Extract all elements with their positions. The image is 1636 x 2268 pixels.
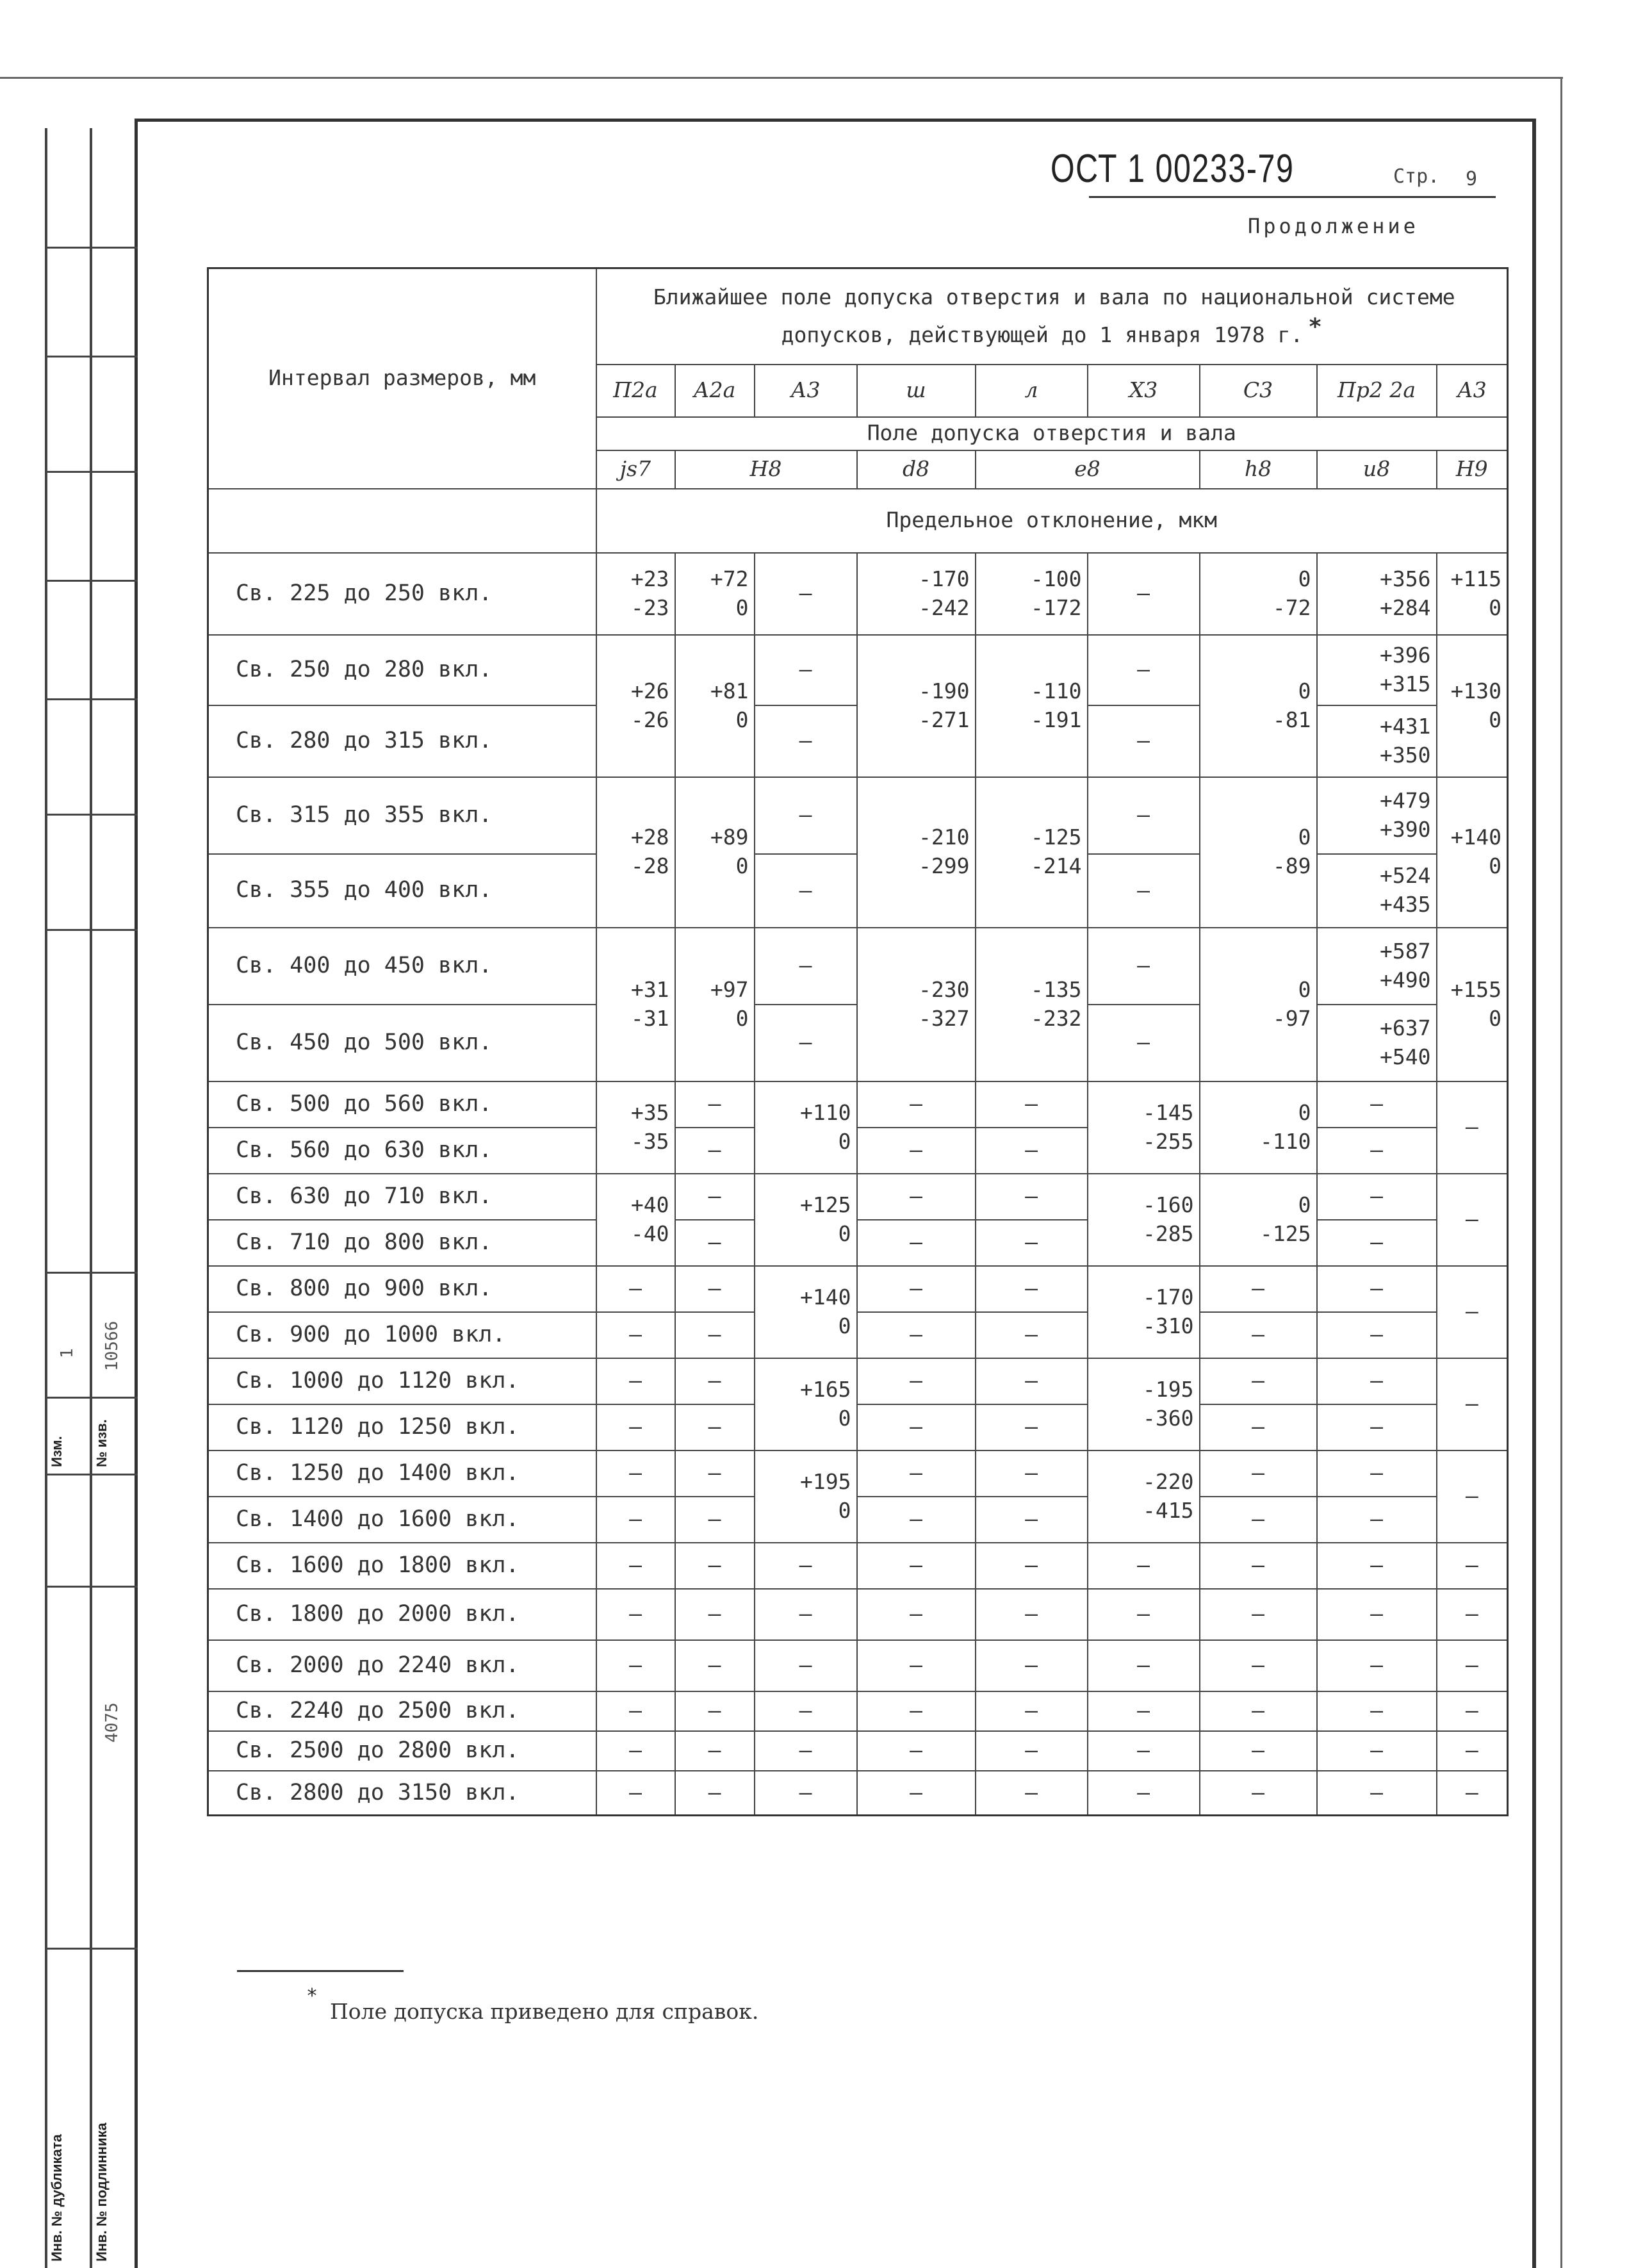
deviation-cell: -220 -415 — [1088, 1450, 1200, 1543]
deviation-cell: – — [755, 1771, 857, 1816]
side-strip-divider — [45, 1272, 138, 1274]
deviation-cell: – — [976, 1358, 1088, 1404]
deviation-cell: – — [1200, 1543, 1317, 1589]
old-field: ш — [857, 365, 976, 417]
table-row — [208, 553, 1508, 635]
side-strip-divider — [45, 929, 138, 931]
deviation-cell: -160 -285 — [1088, 1174, 1200, 1266]
table-row — [208, 1266, 1508, 1312]
table-row — [208, 1174, 1508, 1220]
deviation-cell: – — [1200, 1691, 1317, 1731]
deviation-cell: – — [976, 1404, 1088, 1450]
deviation-cell: – — [596, 1640, 675, 1691]
deviation-cell: – — [1200, 1497, 1317, 1543]
outer-frame-right — [1560, 77, 1562, 2268]
deviation-cell: – — [596, 1312, 675, 1358]
deviation-cell: – — [976, 1771, 1088, 1816]
deviation-cell: – — [976, 1081, 1088, 1128]
deviation-cell: – — [1437, 1640, 1508, 1691]
size-interval: Св. 2000 до 2240 вкл. — [208, 1640, 596, 1691]
old-field: А2а — [675, 365, 755, 417]
deviation-cell: – — [1317, 1358, 1437, 1404]
iso-field: u8 — [1317, 450, 1437, 489]
size-interval: Св. 355 до 400 вкл. — [208, 854, 596, 928]
deviation-cell: – — [857, 1450, 976, 1497]
size-interval: Св. 280 до 315 вкл. — [208, 705, 596, 777]
deviation-cell: – — [675, 1731, 755, 1771]
deviation-cell: – — [857, 1312, 976, 1358]
deviation-cell: – — [1200, 1450, 1317, 1497]
deviation-cell: +23 -23 — [596, 553, 675, 635]
deviation-cell: – — [1317, 1220, 1437, 1266]
field-group-header: Поле допуска отверстия и вала — [596, 417, 1508, 450]
deviation-cell: +125 0 — [755, 1174, 857, 1266]
footnote-rule — [237, 1970, 404, 1972]
deviation-cell: – — [675, 1691, 755, 1731]
side-strip-left-rule — [45, 128, 47, 2268]
header-rule — [1089, 196, 1496, 198]
deviation-cell: – — [857, 1497, 976, 1543]
deviation-cell: +479 +390 — [1317, 777, 1437, 854]
iso-field: e8 — [976, 450, 1200, 489]
deviation-cell: – — [755, 1005, 857, 1081]
deviation-cell: -195 -360 — [1088, 1358, 1200, 1450]
deviation-cell: – — [1088, 1640, 1200, 1691]
deviation-cell: – — [1317, 1497, 1437, 1543]
deviation-cell: -110 -191 — [976, 635, 1088, 777]
deviation-cell: – — [1200, 1640, 1317, 1691]
side-strip-divider — [45, 471, 138, 473]
deviation-cell: – — [1317, 1174, 1437, 1220]
size-interval: Св. 1600 до 1800 вкл. — [208, 1543, 596, 1589]
size-interval: Св. 1000 до 1120 вкл. — [208, 1358, 596, 1404]
table-row — [208, 1358, 1508, 1404]
deviation-cell: – — [1317, 1771, 1437, 1816]
deviation-cell: – — [857, 1358, 976, 1404]
deviation-cell: – — [1088, 553, 1200, 635]
size-interval: Св. 560 до 630 вкл. — [208, 1128, 596, 1174]
deviation-cell: +35 -35 — [596, 1081, 675, 1174]
deviation-cell: – — [1088, 1731, 1200, 1771]
deviation-cell: – — [1437, 1450, 1508, 1543]
deviation-cell: +356 +284 — [1317, 553, 1437, 635]
deviation-cell: – — [755, 928, 857, 1005]
page-label: Стр. — [1393, 165, 1440, 188]
deviation-cell: +26 -26 — [596, 635, 675, 777]
deviation-cell: +130 0 — [1437, 635, 1508, 777]
deviation-cell: – — [596, 1691, 675, 1731]
table-row — [208, 1081, 1508, 1128]
deviation-cell: +110 0 — [755, 1081, 857, 1174]
document-code: ОСТ 1 00233-79 — [1051, 147, 1295, 191]
deviation-cell: +155 0 — [1437, 928, 1508, 1081]
deviation-cell: -145 -255 — [1088, 1081, 1200, 1174]
deviation-cell: +40 -40 — [596, 1174, 675, 1266]
deviation-cell: +587 +490 — [1317, 928, 1437, 1005]
deviation-cell: – — [755, 1640, 857, 1691]
deviation-cell: – — [1317, 1589, 1437, 1640]
table-row — [208, 635, 1508, 705]
size-interval: Св. 710 до 800 вкл. — [208, 1220, 596, 1266]
deviation-cell: – — [976, 1497, 1088, 1543]
deviation-cell: – — [1200, 1312, 1317, 1358]
deviation-cell: -100 -172 — [976, 553, 1088, 635]
deviation-cell: -170 -242 — [857, 553, 976, 635]
deviation-cell: – — [675, 1640, 755, 1691]
deviation-cell: 0 -125 — [1200, 1174, 1317, 1266]
deviation-cell: +431 +350 — [1317, 705, 1437, 777]
deviation-cell: – — [1437, 1543, 1508, 1589]
deviation-cell: – — [1317, 1081, 1437, 1128]
deviation-cell: – — [1317, 1731, 1437, 1771]
deviation-cell: – — [755, 553, 857, 635]
deviation-cell: – — [976, 1174, 1088, 1220]
deviation-cell: -125 -214 — [976, 777, 1088, 928]
table-row — [208, 1589, 1508, 1640]
deviation-cell: – — [976, 1731, 1088, 1771]
deviation-cell: – — [675, 1081, 755, 1128]
side-strip-divider — [45, 1474, 138, 1475]
deviation-cell: – — [596, 1543, 675, 1589]
deviation-cell: – — [675, 1450, 755, 1497]
deviation-cell: – — [1317, 1128, 1437, 1174]
deviation-cell: – — [1200, 1404, 1317, 1450]
size-interval: Св. 900 до 1000 вкл. — [208, 1312, 596, 1358]
deviation-cell: – — [1088, 777, 1200, 854]
deviation-cell: – — [596, 1358, 675, 1404]
deviation-cell: – — [1437, 1358, 1508, 1450]
table-row — [208, 1450, 1508, 1497]
deviation-cell: – — [755, 1731, 857, 1771]
deviation-cell: +165 0 — [755, 1358, 857, 1450]
deviation-cell: – — [675, 1589, 755, 1640]
deviation-cell: +637 +540 — [1317, 1005, 1437, 1081]
deviation-cell: – — [1317, 1404, 1437, 1450]
deviation-cell: – — [857, 1589, 976, 1640]
deviation-cell: +140 0 — [755, 1266, 857, 1358]
table-row — [208, 1731, 1508, 1771]
table-row — [208, 1640, 1508, 1691]
outer-frame-top — [0, 77, 1563, 79]
deviation-cell: – — [755, 705, 857, 777]
deviation-cell: -135 -232 — [976, 928, 1088, 1081]
deviation-cell: – — [596, 1497, 675, 1543]
table-row — [208, 1497, 1508, 1543]
change-value: 1 — [58, 1348, 77, 1358]
deviation-cell: – — [675, 1497, 755, 1543]
deviation-cell: – — [1088, 1589, 1200, 1640]
deviation-cell: +89 0 — [675, 777, 755, 928]
deviation-cell: 0 -81 — [1200, 635, 1317, 777]
deviation-cell: – — [755, 777, 857, 854]
deviation-cell: 0 -89 — [1200, 777, 1317, 928]
inner-frame-left — [135, 119, 138, 2268]
deviation-cell: – — [1088, 635, 1200, 705]
deviation-cell: -190 -271 — [857, 635, 976, 777]
deviation-cell: – — [596, 1266, 675, 1312]
size-interval: Св. 2800 до 3150 вкл. — [208, 1771, 596, 1816]
deviation-cell: – — [675, 1358, 755, 1404]
notice-value: 10566 — [102, 1320, 122, 1371]
old-field: П2а — [596, 365, 675, 417]
deviation-cell: – — [1317, 1543, 1437, 1589]
deviation-cell: – — [857, 1640, 976, 1691]
side-strip-divider — [45, 247, 138, 249]
deviation-cell: -230 -327 — [857, 928, 976, 1081]
size-interval-header: Интервал размеров, мм — [208, 268, 596, 489]
deviation-cell: – — [1200, 1266, 1317, 1312]
deviation-cell: – — [755, 1589, 857, 1640]
size-interval: Св. 1120 до 1250 вкл. — [208, 1404, 596, 1450]
deviation-cell: – — [596, 1771, 675, 1816]
deviation-cell: – — [1437, 1174, 1508, 1266]
deviation-cell: – — [675, 1220, 755, 1266]
notice-label: № изв. — [94, 1419, 110, 1467]
deviation-cell: – — [1317, 1312, 1437, 1358]
size-interval: Св. 500 до 560 вкл. — [208, 1081, 596, 1128]
deviation-cell: – — [857, 1543, 976, 1589]
deviation-cell: – — [1317, 1640, 1437, 1691]
size-interval: Св. 400 до 450 вкл. — [208, 928, 596, 1005]
old-field: С3 — [1200, 365, 1317, 417]
deviation-cell: – — [755, 1691, 857, 1731]
iso-field: H8 — [675, 450, 857, 489]
old-field: Пр2 2а — [1317, 365, 1437, 417]
deviation-cell: – — [857, 1404, 976, 1450]
deviation-cell: -170 -310 — [1088, 1266, 1200, 1358]
side-strip-divider — [45, 1586, 138, 1588]
deviation-cell: – — [857, 1731, 976, 1771]
footnote-text: Поле допуска приведено для справок. — [330, 1999, 759, 2024]
deviation-cell: – — [1317, 1450, 1437, 1497]
deviation-cell: – — [1088, 705, 1200, 777]
old-field: А3 — [1437, 365, 1508, 417]
size-interval: Св. 315 до 355 вкл. — [208, 777, 596, 854]
deviation-cell: – — [857, 1771, 976, 1816]
size-interval: Св. 1400 до 1600 вкл. — [208, 1497, 596, 1543]
page-number: 9 — [1466, 168, 1478, 190]
deviation-cell: – — [675, 1128, 755, 1174]
tolerance-table — [207, 267, 1509, 1816]
deviation-cell: – — [1437, 1589, 1508, 1640]
deviation-cell: – — [976, 1450, 1088, 1497]
size-interval: Св. 450 до 500 вкл. — [208, 1005, 596, 1081]
deviation-cell: – — [1437, 1081, 1508, 1174]
deviation-cell: – — [1200, 1731, 1317, 1771]
size-interval: Св. 2500 до 2800 вкл. — [208, 1731, 596, 1771]
old-field: Х3 — [1088, 365, 1200, 417]
deviation-cell: +28 -28 — [596, 777, 675, 928]
inner-frame-top — [135, 119, 1535, 122]
side-strip-divider — [45, 580, 138, 582]
original-inventory-value: 4075 — [102, 1702, 122, 1743]
deviation-cell: -210 -299 — [857, 777, 976, 928]
deviation-cell: – — [596, 1450, 675, 1497]
deviation-cell: – — [857, 1220, 976, 1266]
deviation-cell: 0 -110 — [1200, 1081, 1317, 1174]
size-interval: Св. 250 до 280 вкл. — [208, 635, 596, 705]
iso-field: h8 — [1200, 450, 1317, 489]
change-label: Изм. — [49, 1436, 65, 1467]
deviation-cell: 0 -97 — [1200, 928, 1317, 1081]
deviation-cell: +115 0 — [1437, 553, 1508, 635]
deviation-cell: – — [1088, 1691, 1200, 1731]
deviation-cell: – — [675, 1174, 755, 1220]
side-strip-divider — [45, 1397, 138, 1399]
deviation-cell: – — [1317, 1691, 1437, 1731]
deviation-cell: – — [1088, 928, 1200, 1005]
deviation-cell: – — [976, 1128, 1088, 1174]
deviation-cell: – — [1200, 1358, 1317, 1404]
deviation-cell: – — [1437, 1266, 1508, 1358]
size-interval: Св. 800 до 900 вкл. — [208, 1266, 596, 1312]
deviation-cell: – — [976, 1543, 1088, 1589]
size-interval: Св. 2240 до 2500 вкл. — [208, 1691, 596, 1731]
side-strip-divider — [45, 814, 138, 816]
inner-frame-right — [1532, 119, 1536, 2268]
side-strip-divider — [45, 1948, 138, 1950]
deviation-cell: – — [1088, 1771, 1200, 1816]
deviation-cell: – — [1437, 1731, 1508, 1771]
deviation-cell: – — [1088, 854, 1200, 928]
inventory-duplicate-label: Инв. № дубликата — [49, 2134, 65, 2262]
table-row — [208, 1404, 1508, 1450]
deviation-cell: – — [857, 1081, 976, 1128]
deviation-cell: – — [976, 1312, 1088, 1358]
size-interval: Св. 1250 до 1400 вкл. — [208, 1450, 596, 1497]
table-row — [208, 1691, 1508, 1731]
size-interval: Св. 630 до 710 вкл. — [208, 1174, 596, 1220]
deviation-cell: +97 0 — [675, 928, 755, 1081]
deviation-cell: – — [1437, 1691, 1508, 1731]
table-row — [208, 1543, 1508, 1589]
table-row — [208, 777, 1508, 854]
deviation-cell: +81 0 — [675, 635, 755, 777]
deviation-cell: – — [976, 1640, 1088, 1691]
deviation-cell: – — [596, 1404, 675, 1450]
deviation-cell: – — [976, 1589, 1088, 1640]
deviation-cell: – — [976, 1220, 1088, 1266]
deviation-cell: +195 0 — [755, 1450, 857, 1543]
deviation-cell: – — [857, 1174, 976, 1220]
old-field: л — [976, 365, 1088, 417]
deviation-cell: +524 +435 — [1317, 854, 1437, 928]
deviation-cell: – — [857, 1691, 976, 1731]
deviation-cell: – — [976, 1266, 1088, 1312]
deviation-cell: – — [1437, 1771, 1508, 1816]
deviation-cell: – — [675, 1404, 755, 1450]
deviation-cell: – — [1200, 1771, 1317, 1816]
size-interval: Св. 225 до 250 вкл. — [208, 553, 596, 635]
side-strip-mid-rule — [90, 128, 92, 2268]
iso-field: H9 — [1437, 450, 1508, 489]
deviation-cell: – — [675, 1543, 755, 1589]
deviation-cell: – — [596, 1589, 675, 1640]
deviation-cell: – — [675, 1266, 755, 1312]
deviation-cell: – — [675, 1771, 755, 1816]
deviation-cell: 0 -72 — [1200, 553, 1317, 635]
deviation-cell: – — [755, 854, 857, 928]
old-field: А3 — [755, 365, 857, 417]
deviation-cell: – — [857, 1266, 976, 1312]
deviation-cell: +140 0 — [1437, 777, 1508, 928]
inventory-original-label: Инв. № подлинника — [94, 2123, 110, 2262]
deviation-cell: – — [1088, 1543, 1200, 1589]
table-row — [208, 1312, 1508, 1358]
iso-field: js7 — [596, 450, 675, 489]
size-interval: Св. 1800 до 2000 вкл. — [208, 1589, 596, 1640]
deviation-cell: +396 +315 — [1317, 635, 1437, 705]
iso-field: d8 — [857, 450, 976, 489]
deviation-cell: – — [976, 1691, 1088, 1731]
deviation-header: Предельное отклонение, мкм — [596, 489, 1508, 553]
deviation-cell: – — [1317, 1266, 1437, 1312]
nearest-field-header: Ближайшее поле допуска отверстия и вала по национальной системе допусков, действующей до 1 января 1978 г. * — [596, 268, 1508, 365]
deviation-cell: – — [1200, 1589, 1317, 1640]
deviation-cell: +72 0 — [675, 553, 755, 635]
side-strip-divider — [45, 356, 138, 357]
deviation-cell: – — [755, 1543, 857, 1589]
table-row — [208, 928, 1508, 1005]
deviation-cell: +31 -31 — [596, 928, 675, 1081]
deviation-cell: – — [675, 1312, 755, 1358]
deviation-cell: – — [857, 1128, 976, 1174]
footnote-marker: * — [306, 1985, 318, 2007]
deviation-cell: – — [1088, 1005, 1200, 1081]
continuation-label: Продолжение — [1248, 214, 1419, 238]
deviation-cell: – — [596, 1731, 675, 1771]
deviation-cell: – — [755, 635, 857, 705]
table-row — [208, 1771, 1508, 1816]
side-strip-divider — [45, 698, 138, 700]
